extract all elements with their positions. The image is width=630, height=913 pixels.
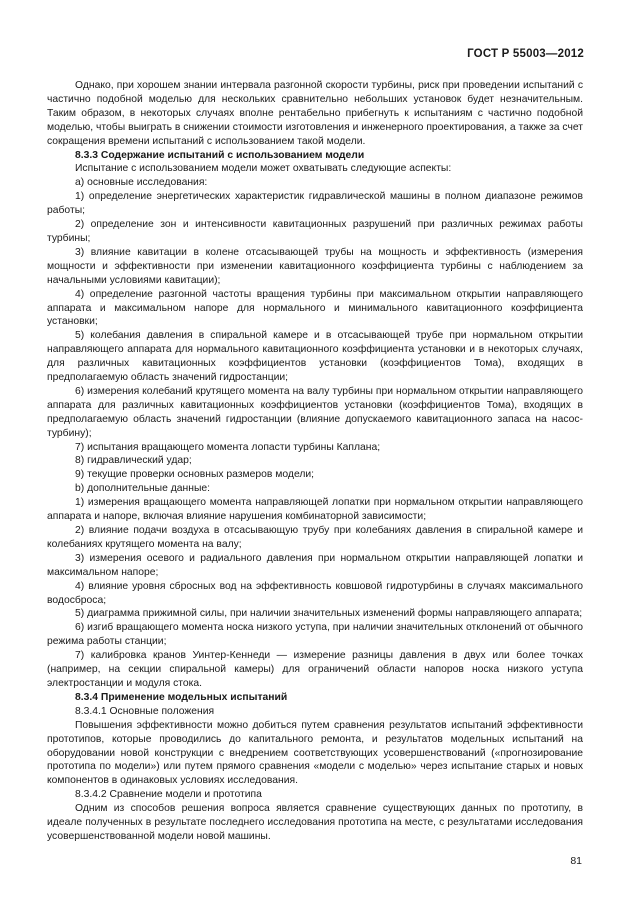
list-item: 5) диаграмма прижимной силы, при наличии значительных изменений формы направляющего аппарата;: [75, 608, 583, 620]
list-item: 4) определение разгонной частоты вращения турбины при максимальном открытии направляющего аппарата и максимальном напоре для нормального и минимального кавитационного коэффициента установки;: [47, 288, 583, 328]
list-item: 4) влияние уровня сбросных вод на эффективность ковшовой гидротурбины в случаях максимального водосброса;: [47, 580, 583, 606]
section-heading: 8.3.4 Применение модельных испытаний: [75, 691, 288, 703]
list-item: 3) измерения осевого и радиального давления при нормальном открытии направляющей лопатки и максимальном напоре;: [47, 552, 583, 578]
list-item: 9) текущие проверки основных размеров модели;: [75, 469, 315, 481]
body-text: [47, 79, 583, 844]
list-item: 1) измерения вращающего момента направляющей лопатки при нормальном открытии направляющего аппарата и напоре, включая влияние нарушения комбинаторной зависимости;: [47, 497, 583, 523]
paragraph: Испытание с использованием модели может охватывать следующие аспекты:: [75, 163, 452, 175]
list-item: 3) влияние кавитации в колене отсасывающей трубы на мощность и эффективность (измерения мощности и эффективности при изменении кавитационного коэффициента турбины с наблюдением за начальными условиями кавитации);: [47, 246, 583, 286]
subsection-heading: 8.3.4.2 Сравнение модели и прототипа: [75, 789, 262, 801]
page-number: 81: [570, 855, 582, 867]
list-item: 2) влияние подачи воздуха в отсасывающую трубу при колебаниях давления в спиральной камере и колебаниях крутящего момента на валу;: [47, 525, 583, 550]
paragraph: Однако, при хорошем знании интервала разгонной скорости турбины, риск при проведении испытаний с частично подобной моделью для нескольких сравнительно небольших установок будет незначительным. Таким образом, в некоторых случаях вполне рентабельно прибегнуть к испытаниям с частично подобной моделью, чтобы выиграть в снижении стоимости изготовления и инженерного проектирования, а также за счет сокращения времени испытаний с использованием такой модели.: [47, 80, 583, 147]
list-item: 5) колебания давления в спиральной камере и в отсасывающей трубе при нормальном открытии направляющего аппарата для нормального кавитационного коэффициента установки и в некоторых случаях, для различных кавитационных коэффициентов установки (коэффициентов Тома), входящих в предполагаемую область значений гидростанции;: [47, 330, 583, 384]
list-item: 1) определение энергетических характеристик гидравлической машины в полном диапазоне режимов работы;: [47, 191, 583, 217]
standard-designation: ГОСТ Р 55003—2012: [467, 48, 584, 60]
list-item: 6) изгиб вращающего момента носка низкого уступа, при наличии значительных отклонений от обычного режима работы станции;: [47, 622, 583, 648]
list-item: 6) измерения колебаний крутящего момента на валу турбины при нормальном открытии направляющего аппарата для различных кавитационных коэффициентов установки (коэффициентов Тома), входящих в предполагаемую область значений гидростанции (влияние допускаемого кавитационного запаса на насос-турбину);: [47, 385, 583, 439]
list-item: 7) испытания вращающего момента лопасти турбины Каплана;: [75, 441, 381, 453]
list-item: а) основные исследования:: [75, 177, 208, 189]
list-item: b) дополнительные данные:: [75, 483, 211, 495]
list-item: 2) определение зон и интенсивности кавитационных разрушений при различных режимах работы турбины;: [47, 219, 583, 244]
subsection-heading: 8.3.4.1 Основные положения: [75, 705, 215, 717]
paragraph: Одним из способов решения вопроса является сравнение существующих данных по прототипу, в идеале полученных в результате последнего исследования прототипа на месте, с результатами исследования усовершенствованной модели новой машины.: [47, 803, 583, 842]
list-item: 8) гидравлический удар;: [75, 455, 192, 467]
section-heading: 8.3.3 Содержание испытаний с использованием модели: [75, 149, 365, 161]
paragraph: Повышения эффективности можно добиться путем сравнения результатов испытаний эффективности прототипов, которые проводились до капитального ремонта, и результатов модельных испытаний на оборудовании новой конструкции с внедрением соответствующих усовершенствований («прогнозирование прототипа по модели») или путем прямого сравнения «модели с моделью» через испытание старых и новых компонентов в одинаковых условиях исследования.: [47, 719, 583, 787]
list-item: 7) калибровка кранов Уинтер-Кеннеди — измерение разницы давления в двух или более точках (например, на секции спиральной камеры) для ограничений области напоров носка низкого уступа электростанции и модуля стока.: [47, 650, 583, 689]
